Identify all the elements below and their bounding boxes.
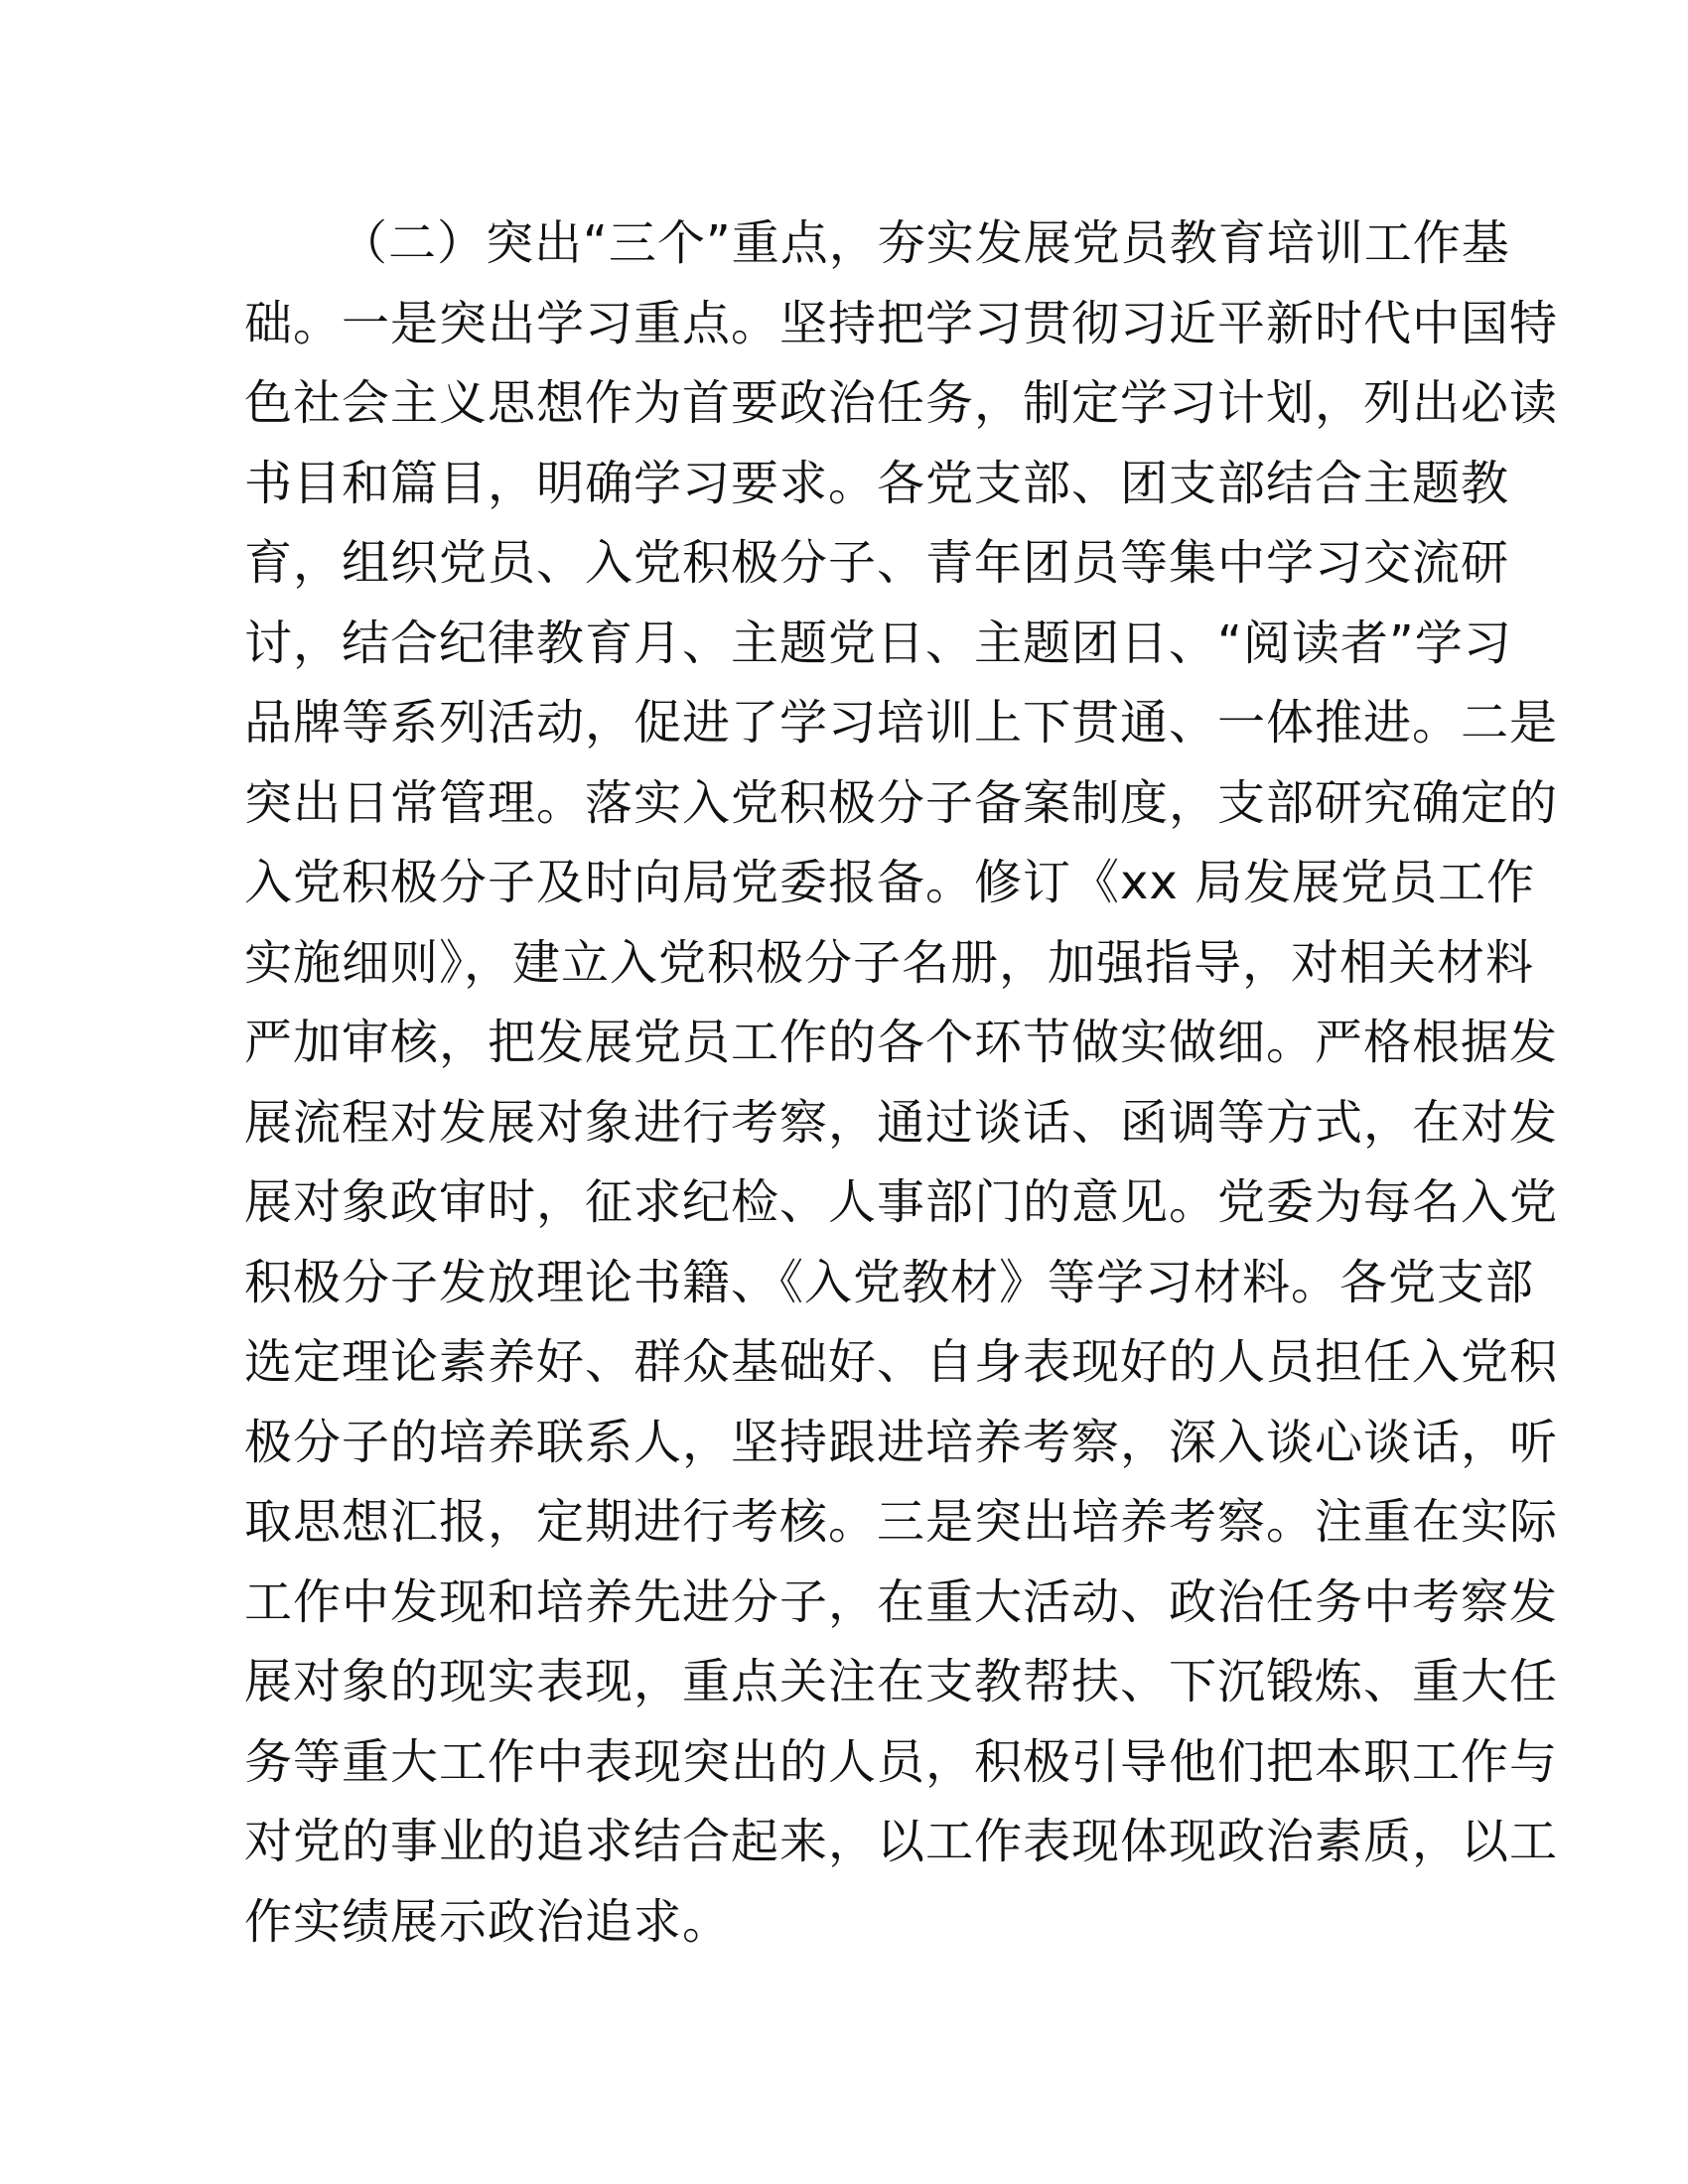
paragraph-line: 书目和篇目，明确学习要求。各党支部、团支部结合主题教 [244,455,1510,511]
paragraph-line: 对党的事业的追求结合起来，以工作表现体现政治素质，以工 [244,1814,1559,1869]
paragraph-line: 础。一是突出学习重点。坚持把学习贯彻习近平新时代中国特 [244,295,1559,351]
paragraph-line: 取思想汇报，定期进行考核。三是突出培养考察。注重在实际 [244,1494,1559,1550]
paragraph-line: 选定理论素养好、群众基础好、自身表现好的人员担任入党积 [244,1334,1559,1390]
paragraph-line: 实施细则》，建立入党积极分子名册，加强指导，对相关材料 [244,934,1535,991]
paragraph-line: 讨，结合纪律教育月、主题党日、主题团日、“阅读者”学习 [244,614,1512,671]
paragraph-line: 育，组织党员、入党积极分子、青年团员等集中学习交流研 [244,535,1510,591]
paragraph-line: 品牌等系列活动，促进了学习培训上下贯通、一体推进。二是 [244,695,1559,751]
paragraph-line: 展对象的现实表现，重点关注在支教帮扶、下沉锻炼、重大任 [244,1654,1559,1709]
body-paragraph [244,204,1559,1962]
paragraph-line: 展对象政审时，征求纪检、人事部门的意见。党委为每名入党 [244,1174,1559,1230]
paragraph-line: 突出日常管理。落实入党积极分子备案制度，支部研究确定的 [244,774,1559,831]
paragraph-line: 严加审核，把发展党员工作的各个环节做实做细。严格根据发 [244,1015,1559,1070]
paragraph-line: （二）突出“三个”重点，夯实发展党员教育培训工作基 [340,215,1510,271]
paragraph-line: 务等重大工作中表现突出的人员，积极引导他们把本职工作与 [244,1733,1559,1790]
paragraph-line: 积极分子发放理论书籍、《入党教材》等学习材料。各党支部 [244,1254,1535,1310]
paragraph-line: 入党积极分子及时向局党委报备。修订《xx 局发展党员工作 [244,855,1536,910]
paragraph-line: 工作中发现和培养先进分子，在重大活动、政治任务中考察发 [244,1573,1559,1630]
paragraph-line: 展流程对发展对象进行考察，通过谈话、函调等方式，在对发 [244,1094,1559,1151]
paragraph-line: 作实绩展示政治追求。 [244,1893,732,1950]
paragraph-line: 极分子的培养联系人，坚持跟进培养考察，深入谈心谈话，听 [244,1414,1559,1470]
paragraph-line: 色社会主义思想作为首要政治任务，制定学习计划，列出必读 [244,375,1559,431]
